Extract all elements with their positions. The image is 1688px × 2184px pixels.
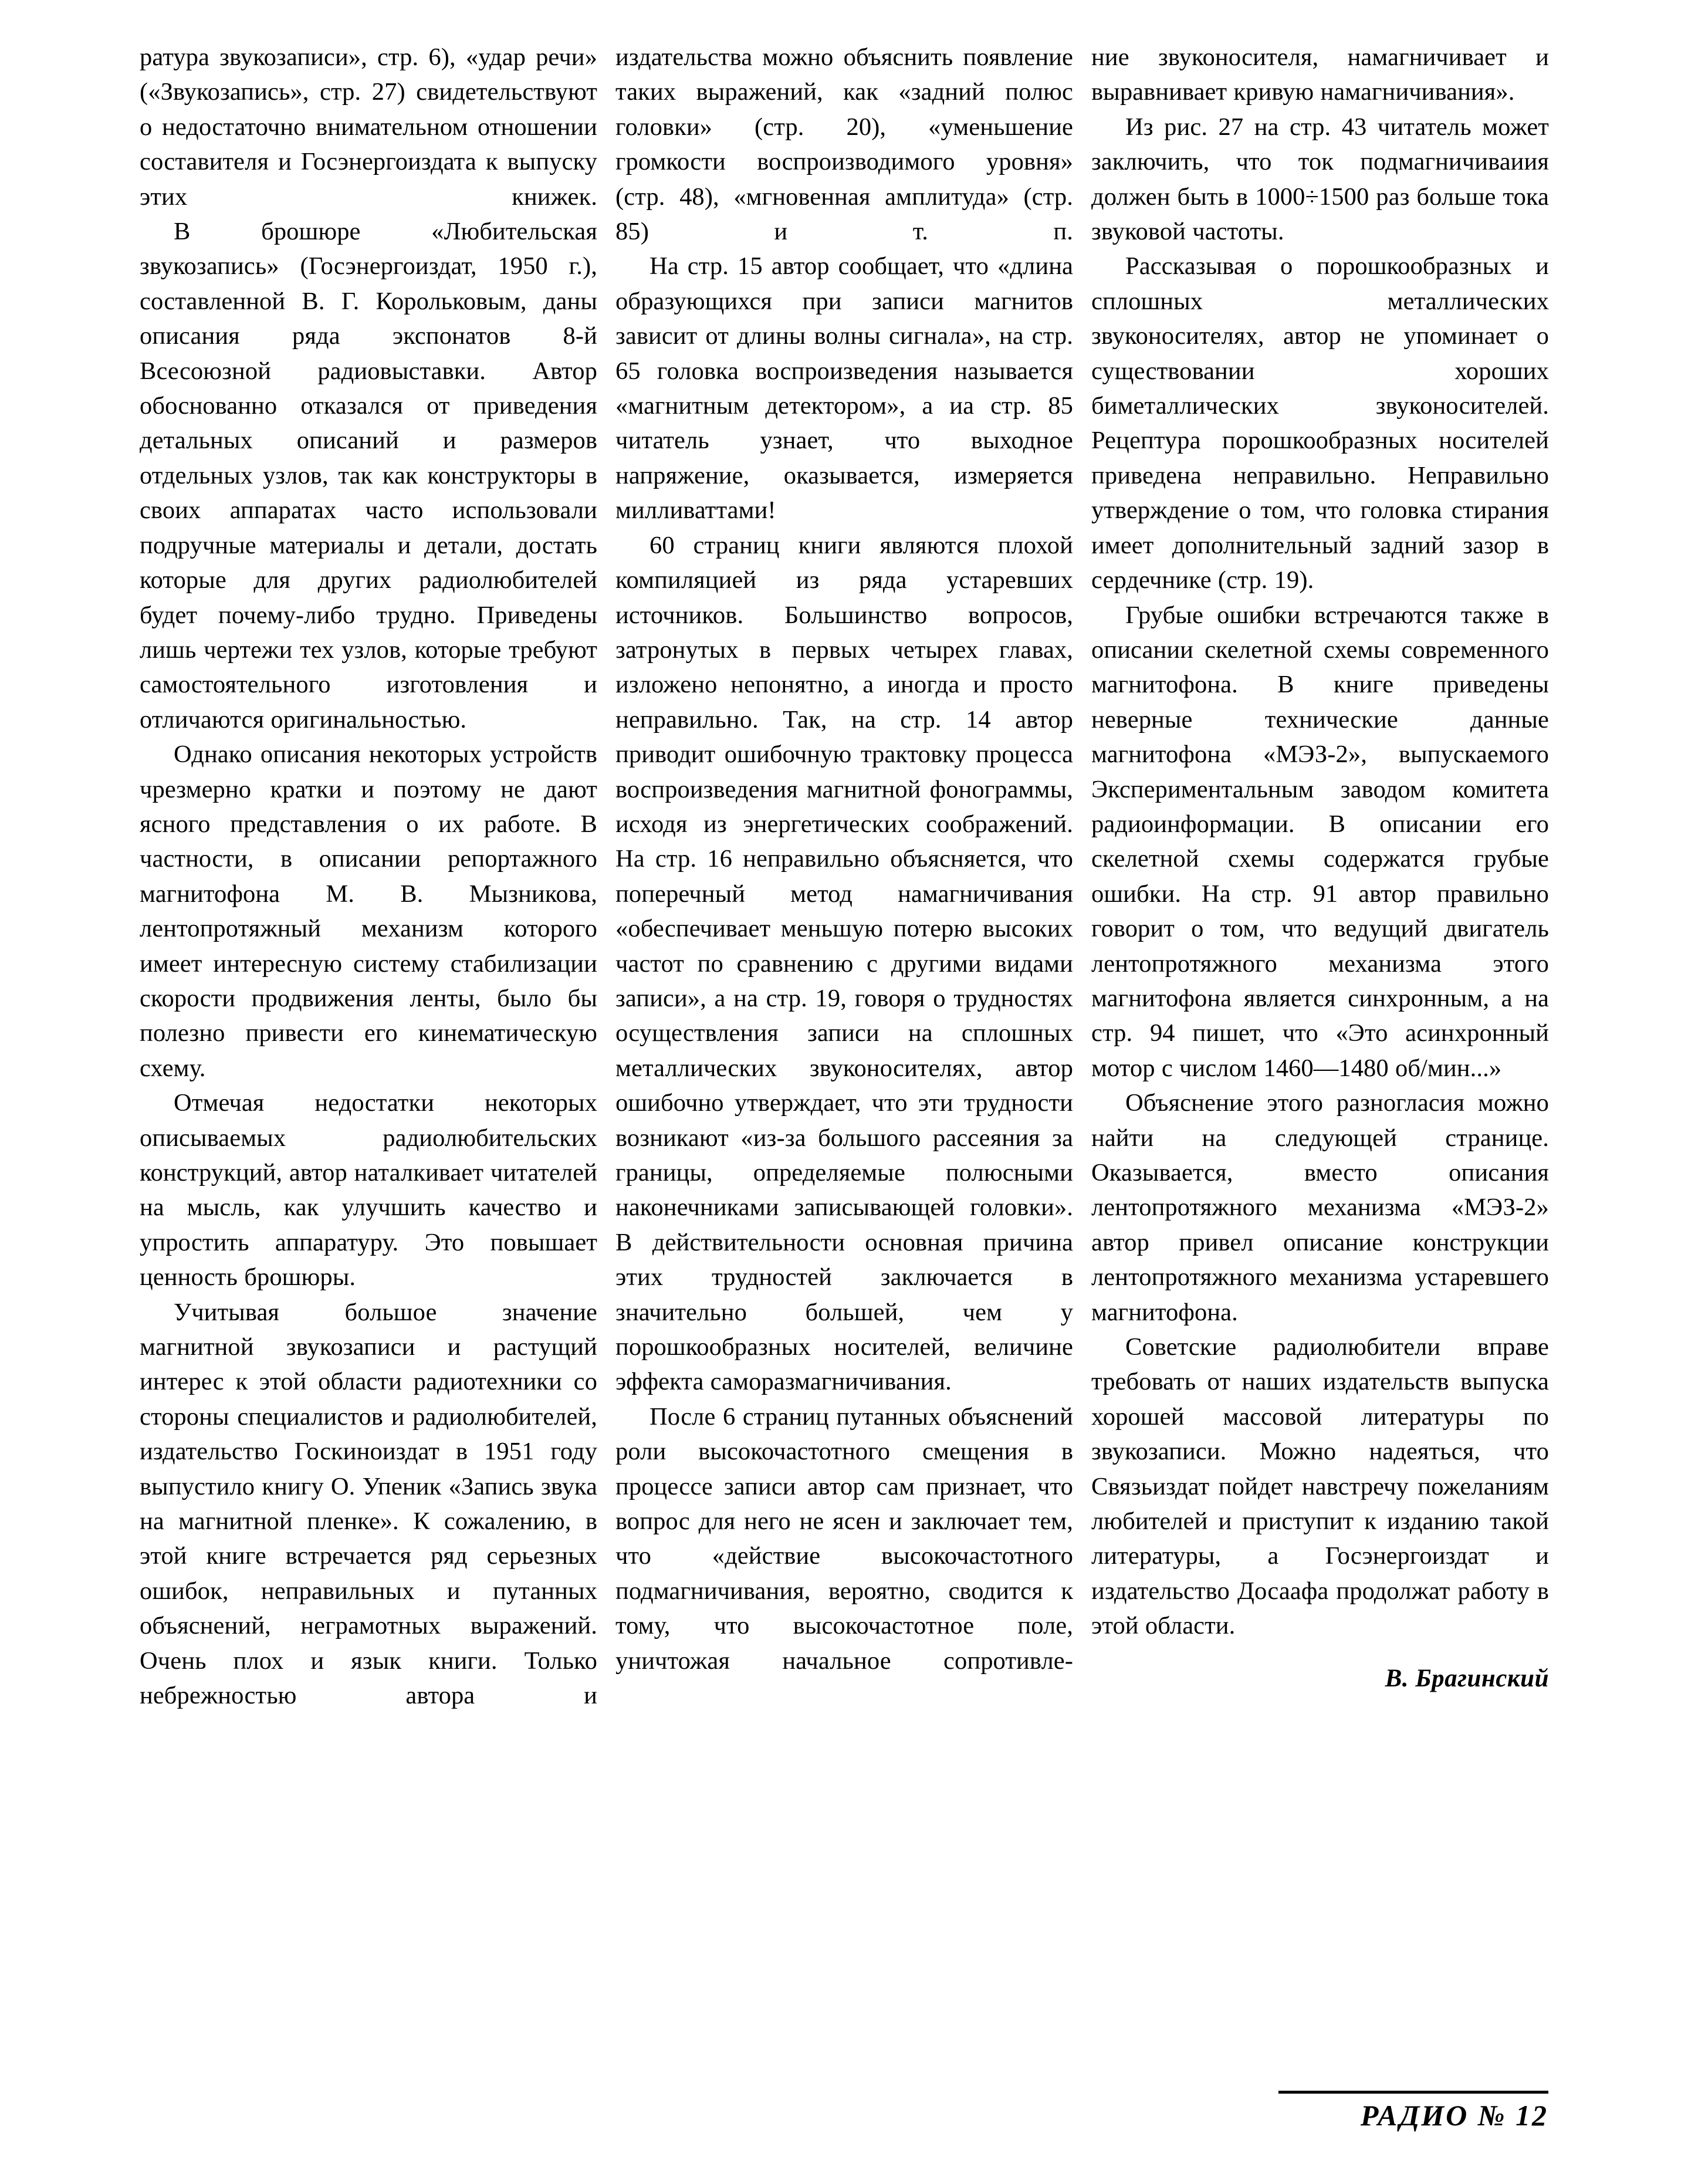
text-column-3 — [1091, 40, 1549, 1696]
page-footer — [1278, 2091, 1548, 2132]
footer-magazine-issue: РАДИО № 12 — [1360, 2099, 1548, 2132]
paragraph: ние звуконосителя, намагничивает и выравнивает кривую намагничивания». — [1091, 43, 1549, 106]
paragraph: Объяснение этого разногласия можно найти на следующей странице. Оказывается, вместо описания лентопротяжного механизма «МЭЗ-2» автор привел описание конструкции лентопротяжного механизма устаревшего магнитофона. — [1091, 1089, 1549, 1326]
paragraph: Из рис. 27 на стр. 43 читатель может заключить, что ток подмагничиваиия должен быть в 1000÷1500 раз больше тока звуковой частоты. — [1091, 113, 1549, 246]
paragraph: Советские радиолюбители вправе требовать от наших издательств выпуска хорошей массовой литературы по звукозаписи. Можно надеяться, что Связьиздат пойдет навстречу пожеланиям любителей и приступит к изданию такой литературы, а Госэнергоиздат и издательство Досаафа продолжат работу в этой области. — [1091, 1333, 1549, 1640]
text-column-2 — [615, 40, 1073, 1678]
text-column-1 — [140, 40, 597, 1713]
paragraph: ратура звукозаписи», стр. 6), «удар речи» («Звукозапись», стр. 27) свидетельствуют о недостаточно внимательном отношении составителя и Госэнергоиздата к выпуску этих книжек. — [140, 43, 597, 211]
author-signature: В. Брагинский — [1385, 1664, 1549, 1692]
paragraph: 60 страниц книги являются плохой компиляцией из ряда устаревших источников. Большинство вопросов, затронутых в первых четырех главах, изложено непонятно, а иногда и просто неправильно. Так, на стр. 14 автор приводит ошибочную трактовку процесса воспроизведения магнитной фонограммы, исходя из энергетических соображений. На стр. 16 неправильно объясняется, что поперечный метод намагничивания «обеспечивает меньшую потерю высоких частот по сравнению с другими видами записи», а на стр. 19, говоря о трудностях осуществления записи на сплошных металлических звуконосителях, автор ошибочно утверждает, что эти трудности возникают «из-за большого рассеяния за границы, определяемые полюсными наконечниками записывающей головки». В действительности основная причина этих трудностей заключается в значительно большей, чем у порошкообразных носителей, величине эффекта саморазмагничивания. — [615, 531, 1073, 1396]
paragraph: После 6 страниц путанных объяснений роли высокочастотного смещения в процессе записи автор сам признает, что вопрос для него не ясен и заключает тем, что «действие высокочастотного подмагничивания, вероятно, сводится к тому, что высокочастотное поле, уничтожая начальное сопротивле- — [615, 1402, 1073, 1675]
article-columns — [140, 40, 1549, 1713]
paragraph: Грубые ошибки встречаются также в описании скелетной схемы современного магнитофона. В книге приведены неверные технические данные магнитофона «МЭЗ-2», выпускаемого Экспериментальным заводом комитета радиоинформации. В описании его скелетной схемы содержатся грубые ошибки. На стр. 91 автор правильно говорит о том, что ведущий двигатель лентопротяжного механизма этого магнитофона является синхронным, а на стр. 94 пишет, что «Это асинхронный мотор с числом 1460—1480 об/мин...» — [1091, 601, 1549, 1082]
paragraph: Однако описания некоторых устройств чрезмерно кратки и поэтому не дают ясного представления о их работе. В частности, в описании репортажного магнитофона М. В. Мызникова, лентопротяжный механизм которого имеет интересную систему стабилизации скорости продвижения ленты, было бы полезно привести его кинематическую схему. — [140, 741, 597, 1082]
footer-divider — [1278, 2091, 1548, 2094]
paragraph: Рассказывая о порошкообразных и сплошных металлических звуконосителях, автор не упоминает о существовании хороших биметаллических звуконосителей. Рецептура порошкообразных носителей приведена неправильно. Неправильно утверждение о том, что головка стирания имеет дополнительный задний зазор в сердечнике (стр. 19). — [1091, 252, 1549, 594]
paragraph: Учитывая большое значение магнитной звукозаписи и растущий интерес к этой области радиотехники со стороны специалистов и радиолюбителей, издательство Госкиноиздат в 1951 году выпустило книгу О. Упеник «Запись звука на магнитной пленке». К сожалению, в этой книге встречается ряд серьезных ошибок, неправильных и путанных объяснений, неграмотных выражений. Очень плох и язык книги. Только небрежностью автора и — [140, 1298, 597, 1710]
paragraph: На стр. 15 автор сообщает, что «длина образующихся при записи магнитов зависит от длины волны сигнала», на стр. 65 головка воспроизведения называется «магнитным детектором», а иа стр. 85 читатель узнает, что выходное напряжение, оказывается, измеряется милливаттами! — [615, 252, 1073, 525]
paragraph: издательства можно объяснить появление таких выражений, как «задний полюс головки» (стр. 20), «уменьшение громкости воспроизводимого уровня» (стр. 48), «мгновенная амплитуда» (стр. 85) и т. п. — [615, 43, 1073, 246]
paragraph: Отмечая недостатки некоторых описываемых радиолюбительских конструкций, автор наталкивает читателей на мысль, как улучшить качество и упростить аппаратуру. Это повышает ценность брошюры. — [140, 1089, 597, 1292]
paragraph: В брошюре «Любительская звукозапись» (Госэнергоиздат, 1950 г.), составленной В. Г. Корольковым, даны описания ряда экспонатов 8-й Всесоюзной радиовыставки. Автор обоснованно отказался от приведения детальных описаний и размеров отдельных узлов, так как конструкторы в своих аппаратах часто использовали подручные материалы и детали, достать которые для других радиолюбителей будет почему-либо трудно. Приведены лишь чертежи тех узлов, которые требуют самостоятельного изготовления и отличаются оригинальностью. — [140, 218, 597, 733]
